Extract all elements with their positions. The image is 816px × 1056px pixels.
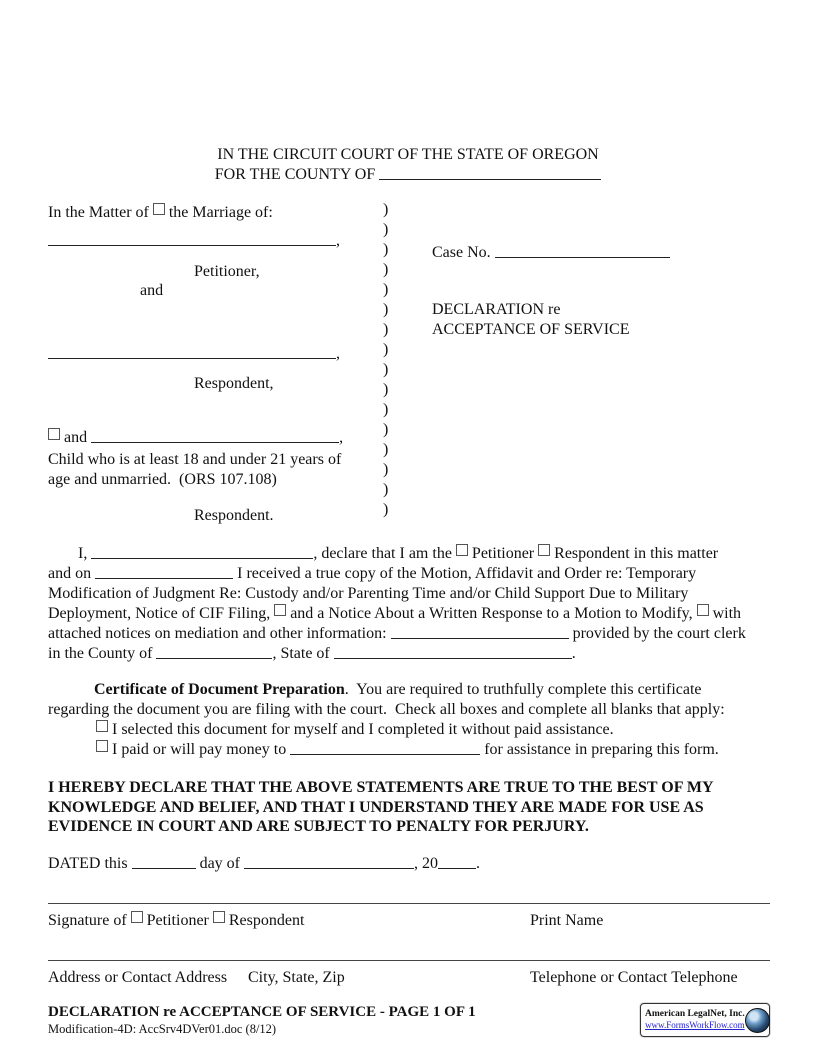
address-rule xyxy=(48,960,770,961)
matter-of-line: In the Matter of the Marriage of: xyxy=(48,204,273,221)
blank-fill-line[interactable] xyxy=(95,577,233,579)
document-title-line1: DECLARATION re xyxy=(432,301,561,318)
legalnet-badge xyxy=(640,1003,770,1037)
checkbox[interactable] xyxy=(96,720,108,732)
caption-paren: ) xyxy=(383,321,389,338)
case-number-line: Case No. xyxy=(432,243,670,263)
body-line2: and on I received a true copy of the Motion, Affidavit and Order re: Temporary xyxy=(48,565,697,582)
respondent2-label: Respondent. xyxy=(194,507,274,524)
respondent-name-line: , xyxy=(48,344,340,364)
caption-paren: ) xyxy=(383,381,389,398)
caption-paren: ) xyxy=(383,481,389,498)
caption-paren: ) xyxy=(383,201,389,218)
caption-paren: ) xyxy=(383,301,389,318)
checkbox[interactable] xyxy=(456,544,468,556)
caption-paren: ) xyxy=(383,281,389,298)
child-desc-line1: Child who is at least 18 and under 21 years of xyxy=(48,451,342,468)
address-label: Address or Contact Address xyxy=(48,969,228,986)
footer-doc-id: Modification-4D: AccSrv4DVer01.doc (8/12) xyxy=(48,1022,277,1036)
blank-fill-line[interactable] xyxy=(132,867,196,869)
body-line1: I, , declare that I am the Petitioner Respondent in this matter xyxy=(78,545,719,562)
signature-label-line: Signature of Petitioner Respondent xyxy=(48,912,305,929)
body-line4: Deployment, Notice of CIF Filing, and a Notice About a Written Response to a Motion to Modify, with xyxy=(48,605,742,622)
checkbox[interactable] xyxy=(274,604,286,616)
caption-paren: ) xyxy=(383,461,389,478)
caption-paren: ) xyxy=(383,401,389,418)
blank-fill-line[interactable] xyxy=(438,867,476,869)
print-name-label: Print Name xyxy=(530,912,604,929)
blank-fill-line[interactable] xyxy=(495,256,670,258)
body-line5: attached notices on mediation and other information: provided by the court clerk xyxy=(48,625,746,642)
caption-paren: ) xyxy=(383,261,389,278)
blank-fill-line[interactable] xyxy=(91,441,339,443)
telephone-label: Telephone or Contact Telephone xyxy=(530,969,738,986)
blank-fill-line[interactable] xyxy=(391,637,569,639)
certificate-checkbox-line2: I paid or will pay money to for assistance in preparing this form. xyxy=(48,740,770,760)
respondent-label: Respondent, xyxy=(194,375,274,392)
caption-paren: ) xyxy=(383,441,389,458)
legalnet-company-name: American LegalNet, Inc. xyxy=(645,1009,745,1019)
caption-paren: ) xyxy=(383,501,389,518)
court-header-line1: IN THE CIRCUIT COURT OF THE STATE OF OREGON xyxy=(217,146,599,163)
blank-fill-line[interactable] xyxy=(379,178,601,180)
city-state-zip-label: City, State, Zip xyxy=(248,969,345,986)
blank-fill-line[interactable] xyxy=(334,657,572,659)
dated-line: DATED this day of , 20 . xyxy=(48,855,480,872)
checkbox[interactable] xyxy=(213,911,225,923)
declaration-body xyxy=(48,544,770,664)
perjury-line3: EVIDENCE IN COURT AND ARE SUBJECT TO PENALTY FOR PERJURY. xyxy=(48,818,589,836)
blank-fill-line[interactable] xyxy=(290,753,480,755)
perjury-line1: I HEREBY DECLARE THAT THE ABOVE STATEMENTS ARE TRUE TO THE BEST OF MY xyxy=(48,779,714,796)
signature-rule xyxy=(48,903,770,904)
checkbox[interactable] xyxy=(131,911,143,923)
caption-paren: ) xyxy=(383,221,389,238)
checkbox[interactable] xyxy=(697,604,709,616)
formsworkflow-link[interactable]: www.FormsWorkFlow.com xyxy=(645,1020,745,1030)
body-line6: in the County of , State of . xyxy=(48,645,576,662)
blank-fill-line[interactable] xyxy=(91,557,313,559)
document-title-line2: ACCEPTANCE OF SERVICE xyxy=(432,321,630,338)
checkbox[interactable] xyxy=(48,428,60,440)
court-header xyxy=(0,145,816,185)
certificate-checkbox-line1: I selected this document for myself and I completed it without paid assistance. xyxy=(48,720,770,740)
caption-paren: ) xyxy=(383,241,389,258)
blank-fill-line[interactable] xyxy=(156,657,272,659)
checkbox[interactable] xyxy=(153,203,165,215)
caption-paren: ) xyxy=(383,341,389,358)
perjury-declaration xyxy=(48,778,770,837)
body-line3: Modification of Judgment Re: Custody and/or Parenting Time and/or Child Support Due to Military xyxy=(48,585,689,602)
child-respondent-line: and , xyxy=(48,428,343,448)
petitioner-name-line: , xyxy=(48,231,340,251)
blank-fill-line[interactable] xyxy=(48,244,336,246)
certificate-line2: regarding the document you are filing with the court. Check all boxes and complete all blanks that apply: xyxy=(48,701,725,718)
footer-title: DECLARATION re ACCEPTANCE OF SERVICE - PAGE 1 OF 1 xyxy=(48,1004,476,1020)
globe-icon xyxy=(745,1008,770,1033)
caption-paren: ) xyxy=(383,361,389,378)
blank-fill-line[interactable] xyxy=(48,357,336,359)
certificate-line1: Certificate of Document Preparation. You are required to truthfully complete this certificate xyxy=(94,681,702,698)
petitioner-label: Petitioner, xyxy=(194,263,260,280)
caption-divider xyxy=(383,200,388,520)
court-header-line2: FOR THE COUNTY OF xyxy=(0,165,816,185)
caption-paren: ) xyxy=(383,421,389,438)
case-caption xyxy=(48,196,770,536)
blank-fill-line[interactable] xyxy=(244,867,414,869)
child-desc-line2: age and unmarried. (ORS 107.108) xyxy=(48,471,277,488)
perjury-line2: KNOWLEDGE AND BELIEF, AND THAT I UNDERSTAND THEY ARE MADE FOR USE AS xyxy=(48,798,704,816)
checkbox[interactable] xyxy=(96,740,108,752)
and-label: and xyxy=(140,282,164,299)
certificate-section xyxy=(48,680,770,760)
checkbox[interactable] xyxy=(538,544,550,556)
